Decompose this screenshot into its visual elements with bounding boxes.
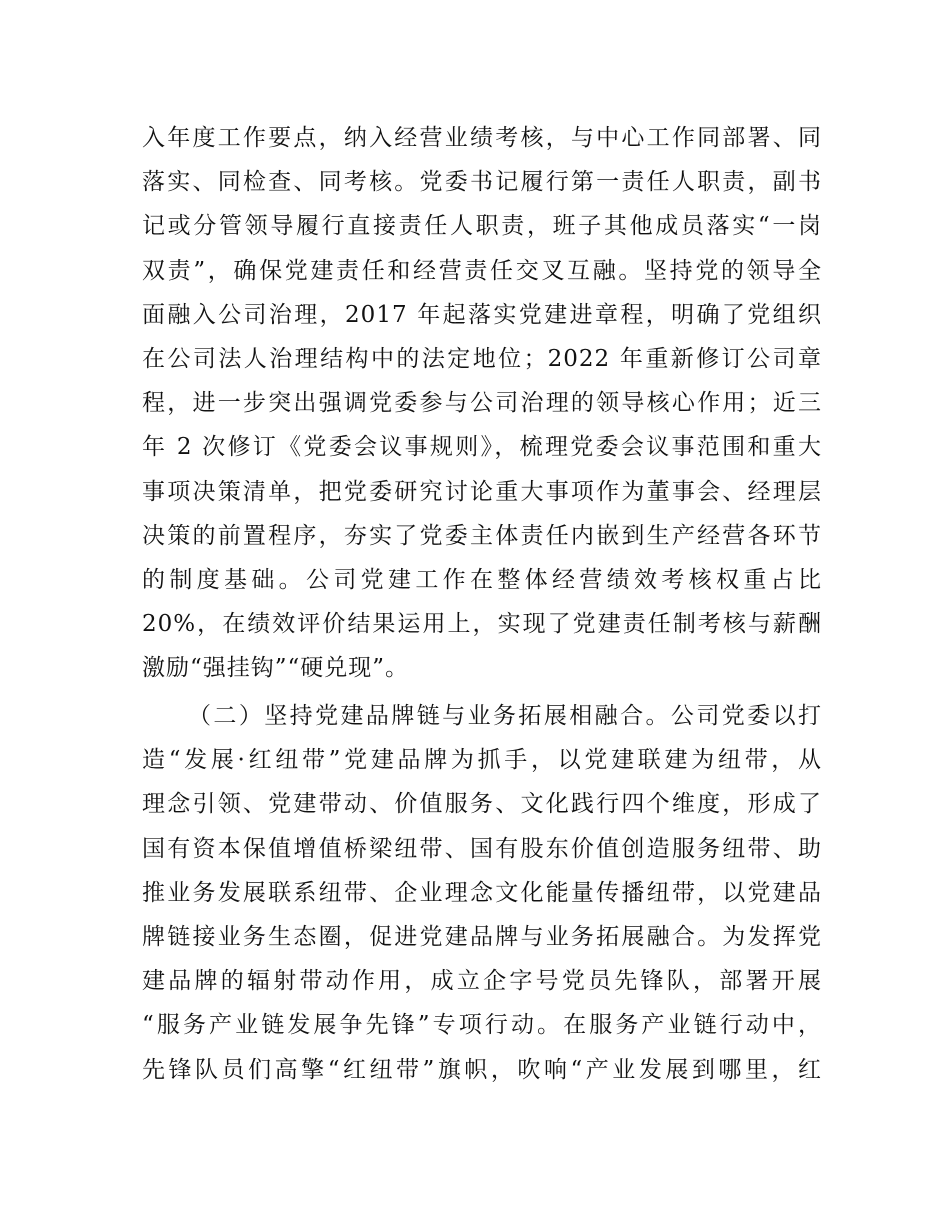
text-line: 的制度基础。公司党建工作在整体经营绩效考核权重占比 (142, 566, 822, 593)
text-line: 造“发展·红纽带”党建品牌为抓手，以党建联建为纽带，从 (142, 747, 822, 774)
text-line: 年 2 次修订《党委会议事规则》，梳理党委会议事范围和重大 (142, 434, 822, 461)
text-line: 理念引领、党建带动、价值服务、文化践行四个维度，形成了 (142, 791, 822, 818)
section-heading-line: （二）坚持党建品牌链与业务拓展相融合。公司党委以打 (188, 703, 822, 729)
text-line: 双责”，确保党建责任和经营责任交叉互融。坚持党的领导全 (142, 257, 822, 284)
text-line: 事项决策清单，把党委研究讨论重大事项作为董事会、经理层 (142, 478, 822, 505)
text-line: 先锋队员们高擎“红纽带”旗帜，吹响“产业发展到哪里，红 (142, 1056, 822, 1083)
text-line: “服务产业链发展争先锋”专项行动。在服务产业链行动中， (142, 1012, 822, 1039)
text-line: 程，进一步突出强调党委参与公司治理的领导核心作用；近三 (142, 390, 822, 417)
text-line: 落实、同检查、同考核。党委书记履行第一责任人职责，副书 (142, 169, 822, 196)
text-line: 推业务发展联系纽带、企业理念文化能量传播纽带，以党建品 (142, 879, 822, 906)
paragraph-party-building-responsibility (142, 116, 822, 690)
text-line: 20%，在绩效评价结果运用上，实现了党建责任制考核与薪酬 (142, 611, 822, 638)
text-line: 记或分管领导履行直接责任人职责，班子其他成员落实“一岗 (142, 213, 822, 240)
text-line: 在公司法人治理结构中的法定地位；2022 年重新修订公司章 (142, 345, 822, 372)
text-line: 牌链接业务生态圈，促进党建品牌与业务拓展融合。为发挥党 (142, 923, 822, 950)
text-line: 入年度工作要点，纳入经营业绩考核，与中心工作同部署、同 (142, 125, 822, 151)
text-line: 建品牌的辐射带动作用，成立企字号党员先锋队，部署开展 (142, 968, 822, 995)
text-line: 激励“强挂钩”“硬兑现”。 (142, 655, 410, 682)
text-line: 决策的前置程序，夯实了党委主体责任内嵌到生产经营各环节 (142, 522, 822, 549)
text-line: 国有资本保值增值桥梁纽带、国有股东价值创造服务纽带、助 (142, 835, 822, 862)
paragraph-brand-chain-integration (142, 694, 822, 1092)
text-line: 面融入公司治理，2017 年起落实党建进章程，明确了党组织 (142, 301, 822, 328)
